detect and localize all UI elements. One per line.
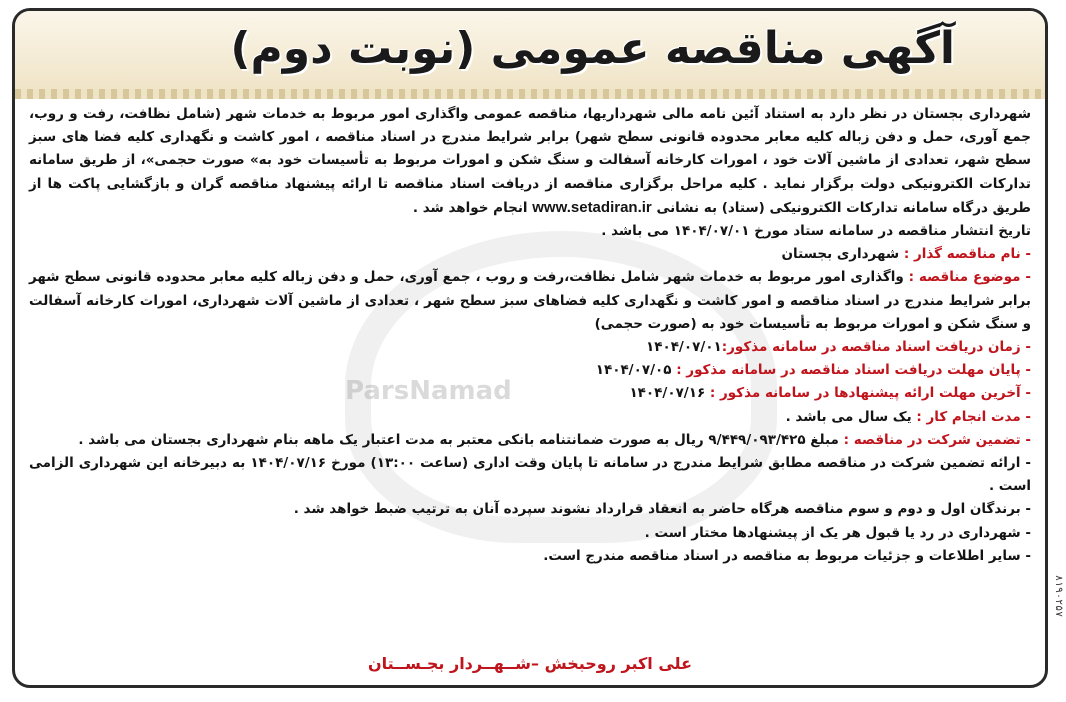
subject-value: واگذاری امور مربوط به خدمات شهر شامل نظافت،رفت و روب ، جمع آوری، حمل و دفن زباله کلیه معابر محدوده قانونی سطح شهر برابر شرایط مندرج در اسناد مناقصه و امور کاشت و نگهداری کلیه فضاهای سبز سطح شهر ، تعدادی از ماشین آلات شهرداری، امورات کارخانه آسفالت و سنگ شکن و امورات مربوط به تأسیسات خود به (صورت حجمی): [29, 269, 1031, 332]
duration-label: - مدت انجام کار :: [916, 408, 1031, 425]
banner-stripe: [15, 89, 1045, 99]
notice-body: [29, 103, 1031, 675]
title-banner: [15, 11, 1045, 99]
intro-end: انجام خواهد شد .: [412, 199, 528, 216]
subject-label: - موضوع مناقصه :: [908, 269, 1031, 286]
duration-value: یک سال می باشد .: [785, 408, 912, 425]
bids-deadline-label: - آخرین مهلت ارائه پیشنهادها در سامانه مذکور :: [709, 385, 1031, 402]
docs-deadline-row: [29, 359, 1031, 382]
duration-row: [29, 406, 1031, 429]
docs-receive-row: [29, 336, 1031, 359]
note-item: - ارائه تضمین شرکت در مناقصه مطابق شرایط مندرج در سامانه تا پایان وقت اداری (ساعت ۱۳:۰۰) مورخ ۱۴۰۴/۰۷/۱۶ به دبیرخانه این شهرداری الزامی است .: [29, 455, 1031, 495]
docs-deadline-value: ۱۴۰۴/۰۷/۰۵: [595, 362, 672, 379]
intro-text: شهرداری بجستان در نظر دارد به استناد آئین نامه مالی شهرداریها، مناقصه عمومی واگذاری امور مربوط به خدمات شهر (شامل نظافت، رفت و روب، جمع آوری، حمل و دفن زباله کلیه معابر محدوده قانونی سطح شهر) برابر شرایط مندرج در اسناد مناقصه ، امور کاشت و نگهداری کلیه فضا های سبز سطح شهر، تعدادی از ماشین آلات خود ، امورات کارخانه آسفالت و سنگ شکن و امورات مربوط به تأسیسات خود به» صورت حجمی»، از طریق سامانه تدارکات الکترونیکی دولت برگزار نماید . کلیه مراحل برگزاری مناقصه از دریافت اسناد مناقصه تا ارائه پیشنهاد مناقصه گران و بازگشایی پاکت ها از طریق درگاه سامانه تدارکات الکترونیکی (ستاد) به نشانی: [29, 106, 1031, 216]
watermark-text: ParsNamad: [345, 376, 512, 406]
notice-frame: [12, 8, 1048, 688]
bids-deadline-row: [29, 382, 1031, 405]
notice-title: آگهی مناقصه عمومی (نوبت دوم): [230, 23, 955, 74]
note-item: - شهرداری در رد یا قبول هر یک از پیشنهادها مختار است .: [644, 524, 1031, 541]
docs-receive-label: - زمان دریافت اسناد مناقصه در سامانه مذکور:: [721, 339, 1031, 356]
docs-deadline-label: - پایان مهلت دریافت اسناد مناقصه در سامانه مذکور :: [676, 362, 1031, 379]
side-code: ۸۱۹۰۲۵۷: [1053, 575, 1064, 618]
signature: علی اکبر روحبخش –شــهــردار بجـســتان: [367, 654, 693, 673]
publish-date: تاریخ انتشار مناقصه در سامانه ستاد مورخ ۱۴۰۴/۰۷/۰۱ می باشد .: [601, 223, 1031, 240]
docs-receive-value: ۱۴۰۴/۰۷/۰۱: [645, 339, 722, 356]
guarantee-value: مبلغ ۹/۴۴۹/۰۹۳/۴۲۵ ریال به صورت ضمانتنامه بانکی معتبر به مدت اعتبار یک ماهه بنام شهرداری بجستان می باشد .: [78, 431, 839, 448]
note-item: - سایر اطلاعات و جزئیات مربوط به مناقصه در اسناد مناقصه مندرج است.: [543, 547, 1031, 564]
website-link[interactable]: www.setadiran.ir: [532, 198, 652, 216]
bids-deadline-value: ۱۴۰۴/۰۷/۱۶: [629, 385, 706, 402]
guarantee-row: [29, 429, 1031, 452]
tenderer-value: شهرداری بجستان: [781, 246, 900, 263]
intro-paragraph: [29, 103, 1031, 220]
subject-row: [29, 266, 1031, 336]
note-item: - برندگان اول و دوم و سوم مناقصه هرگاه حاضر به انعقاد قرارداد نشوند سپرده آنان به ترتیب ضبط خواهد شد .: [293, 501, 1031, 518]
guarantee-label: - تضمین شرکت در مناقصه :: [843, 431, 1031, 448]
tenderer-label: - نام مناقصه گذار :: [903, 246, 1031, 263]
tenderer-row: [29, 243, 1031, 266]
